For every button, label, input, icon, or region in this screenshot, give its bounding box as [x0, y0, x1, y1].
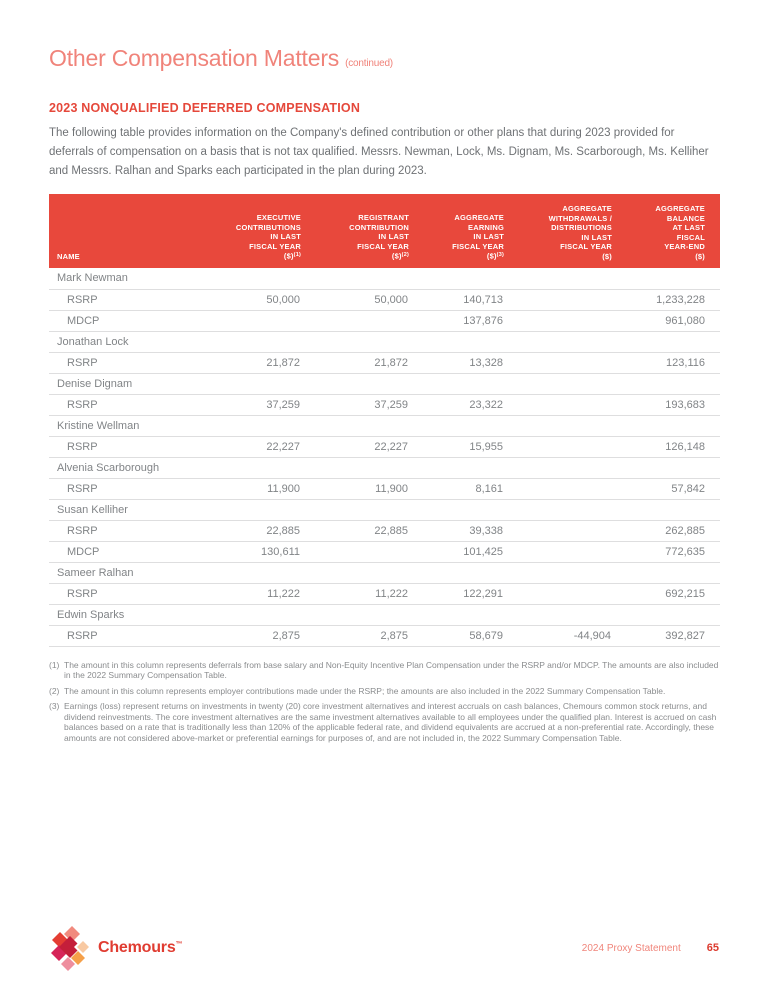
cell-value: 392,827: [612, 625, 720, 646]
column-header: EXECUTIVE CONTRIBUTIONS IN LAST FISCAL YEAR ($)$^{(1)}$: [211, 194, 301, 268]
cell-value: 8,161: [409, 478, 504, 499]
cell-value: [504, 541, 612, 562]
cell-value: 101,425: [409, 541, 504, 562]
footnote: [49, 701, 720, 743]
cell-value: 193,683: [612, 394, 720, 415]
plan-row: [49, 583, 720, 604]
person-name: Mark Newman: [49, 268, 720, 289]
cell-value: 123,116: [612, 352, 720, 373]
plan-row: [49, 520, 720, 541]
person-name: Jonathan Lock: [49, 331, 720, 352]
person-row: [49, 604, 720, 625]
column-header: AGGREGATE BALANCE AT LAST FISCAL YEAR-END ($): [612, 194, 720, 268]
cell-value: 130,611: [211, 541, 301, 562]
page-footer: [49, 924, 719, 972]
trademark-symbol: ™: [175, 941, 183, 948]
cell-value: 15,955: [409, 436, 504, 457]
person-row: [49, 499, 720, 520]
cell-value: 37,259: [301, 394, 409, 415]
plan-name: RSRP: [49, 583, 211, 604]
cell-value: [504, 520, 612, 541]
page-title: [49, 0, 719, 72]
cell-value: 122,291: [409, 583, 504, 604]
column-footnote-ref: (3): [496, 252, 504, 258]
cell-value: 39,338: [409, 520, 504, 541]
person-name: Alvenia Scarborough: [49, 457, 720, 478]
table-body: [49, 268, 720, 646]
plan-name: RSRP: [49, 394, 211, 415]
plan-name: RSRP: [49, 352, 211, 373]
plan-row: [49, 352, 720, 373]
plan-row: [49, 310, 720, 331]
cell-value: 11,900: [211, 478, 301, 499]
cell-value: 11,900: [301, 478, 409, 499]
plan-name: RSRP: [49, 289, 211, 310]
cell-value: 21,872: [211, 352, 301, 373]
footnote-text: The amount in this column represents employer contributions made under the RSRP; the amounts are also included in the 2022 Summary Compensation Table.: [64, 685, 666, 696]
cell-value: 137,876: [409, 310, 504, 331]
cell-value: [301, 310, 409, 331]
plan-name: RSRP: [49, 520, 211, 541]
person-name: Edwin Sparks: [49, 604, 720, 625]
page-number: 65: [706, 942, 719, 954]
column-header: AGGREGATE WITHDRAWALS / DISTRIBUTIONS IN LAST FISCAL YEAR ($): [504, 194, 612, 268]
intro-paragraph: The following table provides information on the Company's defined contribution or other plans that during 2023 provided for deferrals of compensation on a basis that is not tax qualified. Messrs. Newman, Lock, Ms. Dignam, Ms. Scarborough, Ms. Kelliher and Messrs. Ralhan and Sparks each participated in the plan during 2023.: [49, 127, 709, 177]
cell-value: 11,222: [211, 583, 301, 604]
cell-value: [504, 352, 612, 373]
plan-name: RSRP: [49, 436, 211, 457]
person-row: [49, 562, 720, 583]
cell-value: 22,227: [211, 436, 301, 457]
deferred-compensation-table: [49, 194, 720, 647]
cell-value: 22,885: [301, 520, 409, 541]
plan-row: [49, 394, 720, 415]
footnote-marker: (2): [49, 685, 60, 696]
person-row: [49, 457, 720, 478]
cell-value: [504, 289, 612, 310]
chemours-logo-icon: [49, 925, 91, 971]
document-label: 2024 Proxy Statement: [581, 943, 681, 954]
person-name: Denise Dignam: [49, 373, 720, 394]
plan-row: [49, 541, 720, 562]
column-footnote-ref: (2): [401, 252, 409, 258]
person-row: [49, 331, 720, 352]
cell-value: 140,713: [409, 289, 504, 310]
footnote-marker: (1): [49, 659, 60, 670]
footnote-marker: (3): [49, 701, 60, 711]
column-header: REGISTRANT CONTRIBUTION IN LAST FISCAL YEAR ($)$^{(2)}$: [301, 194, 409, 268]
plan-name: RSRP: [49, 478, 211, 499]
cell-value: 50,000: [211, 289, 301, 310]
brand-block: [49, 925, 182, 971]
person-row: [49, 268, 720, 289]
plan-row: [49, 625, 720, 646]
cell-value: 692,215: [612, 583, 720, 604]
cell-value: [504, 583, 612, 604]
cell-value: 1,233,228: [612, 289, 720, 310]
page-title-continued: (continued): [345, 58, 393, 69]
person-name: Susan Kelliher: [49, 499, 720, 520]
cell-value: 23,322: [409, 394, 504, 415]
person-name: Sameer Ralhan: [49, 562, 720, 583]
section-heading: 2023 NONQUALIFIED DEFERRED COMPENSATION: [49, 101, 361, 115]
cell-value: 21,872: [301, 352, 409, 373]
cell-value: -44,904: [504, 625, 612, 646]
plan-name: MDCP: [49, 541, 211, 562]
cell-value: 2,875: [301, 625, 409, 646]
cell-value: 11,222: [301, 583, 409, 604]
cell-value: 961,080: [612, 310, 720, 331]
cell-value: 22,227: [301, 436, 409, 457]
column-header-name: NAME: [49, 194, 211, 268]
cell-value: 2,875: [211, 625, 301, 646]
column-footnote-ref: (1): [293, 252, 301, 258]
footnote-text: Earnings (loss) represent returns on investments in twenty (20) core investment alternatives and interest accruals on cash balances, Chemours common stock returns, and dividend reinvestments. The core investment alternatives are the same investment alternatives available to all employees under the qualified plan. Interest is accrued on cash balances based on a rate that is traditionally less than 120% of the applicable federal rate, and dividend equivalents are accrued at a non-preferential rate. Accordingly, these amounts are not considered above-market or preferential earnings for purposes of, and are not included in, the 2022 Summary Compensation Table.: [64, 701, 717, 743]
cell-value: [504, 394, 612, 415]
person-row: [49, 415, 720, 436]
person-name: Kristine Wellman: [49, 415, 720, 436]
cell-value: 50,000: [301, 289, 409, 310]
person-row: [49, 373, 720, 394]
cell-value: [211, 310, 301, 331]
cell-value: 37,259: [211, 394, 301, 415]
cell-value: [301, 541, 409, 562]
cell-value: 13,328: [409, 352, 504, 373]
plan-name: RSRP: [49, 625, 211, 646]
cell-value: [504, 478, 612, 499]
plan-row: [49, 478, 720, 499]
cell-value: [504, 436, 612, 457]
plan-row: [49, 289, 720, 310]
cell-value: 262,885: [612, 520, 720, 541]
cell-value: 22,885: [211, 520, 301, 541]
brand-wordmark: [98, 939, 182, 957]
table-header-row: [49, 194, 720, 268]
cell-value: 58,679: [409, 625, 504, 646]
brand-name-text: Chemours: [98, 939, 176, 956]
cell-value: 57,842: [612, 478, 720, 499]
plan-name: MDCP: [49, 310, 211, 331]
cell-value: [504, 310, 612, 331]
footnote-text: The amount in this column represents deferrals from base salary and Non-Equity Incentive Plan Compensation under the RSRP and/or MDCP. The amounts are also included in the 2022 Summary Compensation Table.: [64, 659, 719, 680]
footnote: [49, 686, 720, 697]
footnotes: [49, 660, 720, 744]
page-title-text: Other Compensation Matters: [49, 45, 340, 71]
cell-value: 772,635: [612, 541, 720, 562]
column-header: AGGREGATE EARNING IN LAST FISCAL YEAR ($)$^{(3)}$: [409, 194, 504, 268]
plan-row: [49, 436, 720, 457]
footnote: [49, 660, 720, 681]
cell-value: 126,148: [612, 436, 720, 457]
footer-right: [582, 942, 719, 954]
